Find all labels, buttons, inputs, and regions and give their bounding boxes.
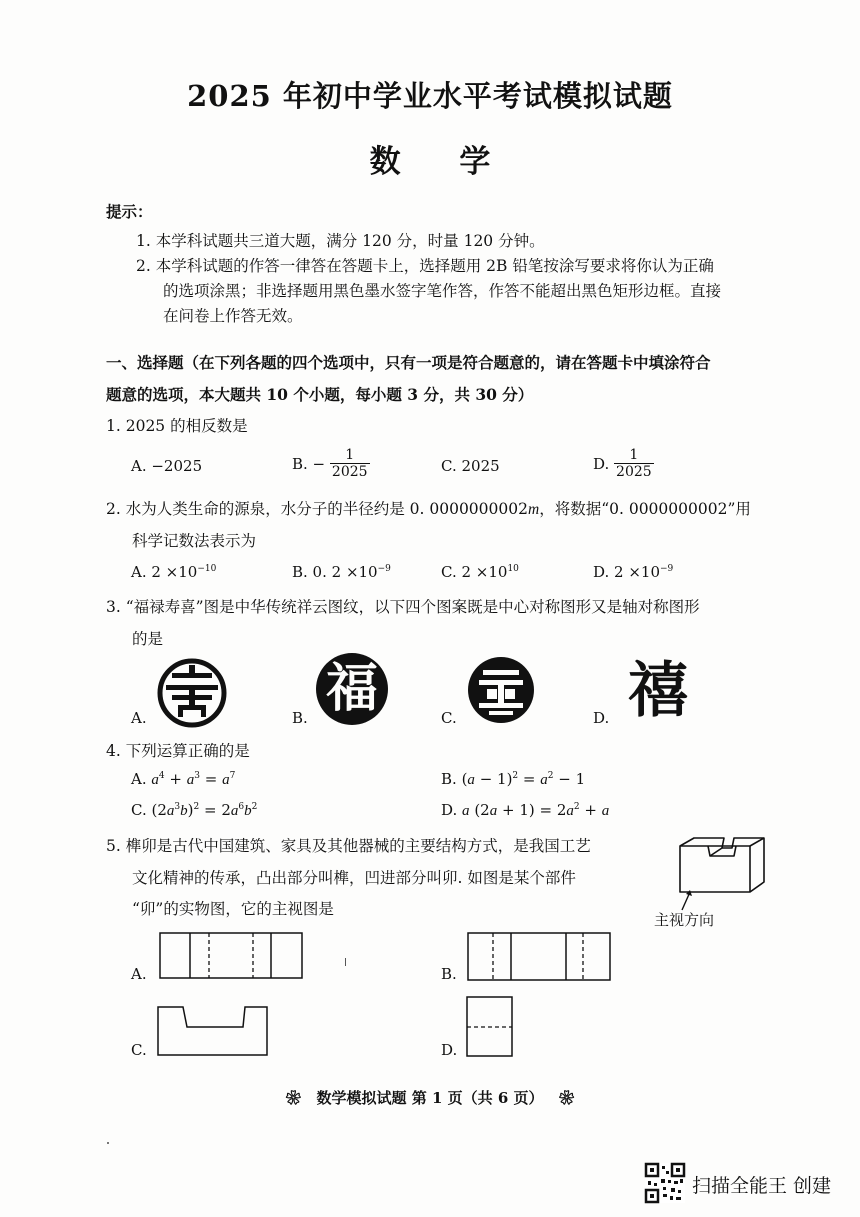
page-title: 2025 年初中学业水平考试模拟试题 bbox=[187, 79, 673, 113]
question-3-stem-line-2: 的是 bbox=[132, 630, 164, 648]
option-label: B. bbox=[441, 770, 457, 788]
question-4-option-a: A. $a^4 + a^3 = a^7$ bbox=[131, 770, 236, 788]
stem-text: 2. 水为人类生命的源泉，水分子的半径约是 0. 0000000002 bbox=[106, 500, 528, 518]
stem-text: ，将数据“0. 0000000002”用 bbox=[539, 500, 751, 518]
question-1-option-c: C. 2025 bbox=[441, 457, 500, 475]
tip-item-1: 1. 本学科试题共三道大题，满分 120 分，时量 120 分钟。 bbox=[136, 232, 545, 250]
page-footer bbox=[0, 1087, 860, 1108]
fraction-numerator: 1 bbox=[330, 447, 370, 464]
mortise-part-figure bbox=[672, 834, 772, 914]
question-4-option-c: C. $(2a^3b)^2 = 2a^6b^2$ bbox=[131, 801, 258, 819]
question-5-stem-line-3: “卯”的实物图，它的主视图是 bbox=[132, 900, 334, 918]
fraction bbox=[330, 447, 370, 480]
question-3-stem-line-1: 3. “福禄寿喜”图是中华传统祥云图纹，以下四个图案既是中心对称图形又是轴对称图形 bbox=[106, 598, 700, 616]
xi-pattern-icon: 禧 bbox=[628, 656, 688, 726]
tip-item-2-line-1: 2. 本学科试题的作答一律答在答题卡上，选择题用 2B 铅笔按涂写要求将你认为正确 bbox=[136, 257, 714, 275]
lu-pattern-icon bbox=[467, 656, 535, 724]
scanner-watermark: 扫描全能王 创建 bbox=[692, 1175, 832, 1197]
subject-title: 数 学 bbox=[369, 144, 515, 180]
question-3-option-d-label: D. bbox=[593, 709, 610, 727]
option-text: C. 2 ×10 bbox=[441, 563, 508, 581]
exponent: −10 bbox=[197, 564, 217, 574]
question-4-stem: 4. 下列运算正确的是 bbox=[106, 742, 250, 760]
shou-pattern-icon bbox=[158, 659, 226, 727]
question-5-option-b-label: B. bbox=[441, 965, 457, 983]
scan-mark bbox=[345, 958, 346, 966]
option-label: A. bbox=[131, 770, 147, 788]
question-1-option-b bbox=[292, 447, 370, 480]
exponent: 10 bbox=[507, 564, 519, 574]
section-1-heading-line-2: 题意的选项，本大题共 10 个小题，每小题 3 分，共 30 分） bbox=[106, 385, 534, 404]
question-2-stem-line-1 bbox=[106, 497, 751, 522]
question-1-option-d bbox=[593, 447, 654, 480]
front-view-option-d bbox=[466, 996, 514, 1058]
option-d-label: D. bbox=[593, 454, 610, 473]
option-text: D. 2 ×10 bbox=[593, 563, 660, 581]
question-2-option-c bbox=[441, 563, 519, 581]
option-label: D. bbox=[441, 801, 458, 819]
question-2-option-b bbox=[292, 563, 391, 581]
unit: m bbox=[527, 501, 540, 518]
question-4-option-d: D. a $(2a + 1) = 2a^2 + a$ bbox=[441, 801, 610, 819]
option-text: A. 2 ×10 bbox=[131, 563, 198, 581]
fu-pattern-icon bbox=[316, 653, 388, 725]
question-2-option-a bbox=[131, 563, 216, 581]
fraction-denominator: 2025 bbox=[331, 464, 368, 480]
tip-item-2-line-2: 的选项涂黑；非选择题用黑色墨水签字笔作答，作答不能超出黑色矩形边框。直接 bbox=[163, 282, 722, 300]
fu-glyph: 福 bbox=[325, 658, 378, 719]
view-direction-label: 主视方向 bbox=[654, 911, 715, 929]
exponent: −9 bbox=[377, 564, 391, 574]
exponent: −9 bbox=[660, 564, 674, 574]
question-5-option-a-label: A. bbox=[131, 965, 147, 983]
fraction-numerator: 1 bbox=[614, 447, 654, 464]
front-view-option-b bbox=[467, 932, 612, 982]
question-5-stem-line-1: 5. 榫卯是古代中国建筑、家具及其他器械的主要结构方式，是我国工艺 bbox=[106, 837, 591, 855]
question-1-option-a: A. −2025 bbox=[131, 457, 203, 475]
ornament-icon: ❀ bbox=[285, 1089, 301, 1107]
question-3-option-c-label: C. bbox=[441, 709, 457, 727]
question-1-stem: 1. 2025 的相反数是 bbox=[106, 417, 248, 435]
question-3-option-b-label: B. bbox=[292, 709, 308, 727]
tips-heading: 提示： bbox=[106, 202, 153, 221]
qr-code-icon bbox=[645, 1163, 685, 1203]
fraction bbox=[614, 447, 654, 480]
question-2-option-d bbox=[593, 563, 673, 581]
option-text: B. 0. 2 ×10 bbox=[292, 563, 378, 581]
scan-dot bbox=[107, 1142, 109, 1144]
fraction-denominator: 2025 bbox=[616, 464, 652, 480]
ornament-icon: ❀ bbox=[559, 1089, 575, 1107]
option-b-label: B. − bbox=[292, 454, 326, 473]
question-3-option-a-label: A. bbox=[131, 709, 147, 727]
tip-item-2-line-3: 在问卷上作答无效。 bbox=[163, 307, 303, 325]
question-4-option-b: B. $(a - 1)^2 = a^2 - 1$ bbox=[441, 770, 586, 788]
footer-text: 数学模拟试题 第 1 页（共 6 页） bbox=[316, 1089, 544, 1107]
question-5-option-d-label: D. bbox=[441, 1041, 458, 1059]
front-view-option-a bbox=[159, 932, 304, 980]
front-view-option-c bbox=[157, 1005, 269, 1057]
question-5-stem-line-2: 文化精神的传承，凸出部分叫榫，凹进部分叫卯. 如图是某个部件 bbox=[132, 869, 576, 887]
question-2-stem-line-2: 科学记数法表示为 bbox=[132, 532, 257, 550]
option-label: C. bbox=[131, 801, 147, 819]
section-1-heading-line-1: 一、选择题（在下列各题的四个选项中，只有一项是符合题意的，请在答题卡中填涂符合 bbox=[106, 353, 711, 372]
question-5-option-c-label: C. bbox=[131, 1041, 147, 1059]
